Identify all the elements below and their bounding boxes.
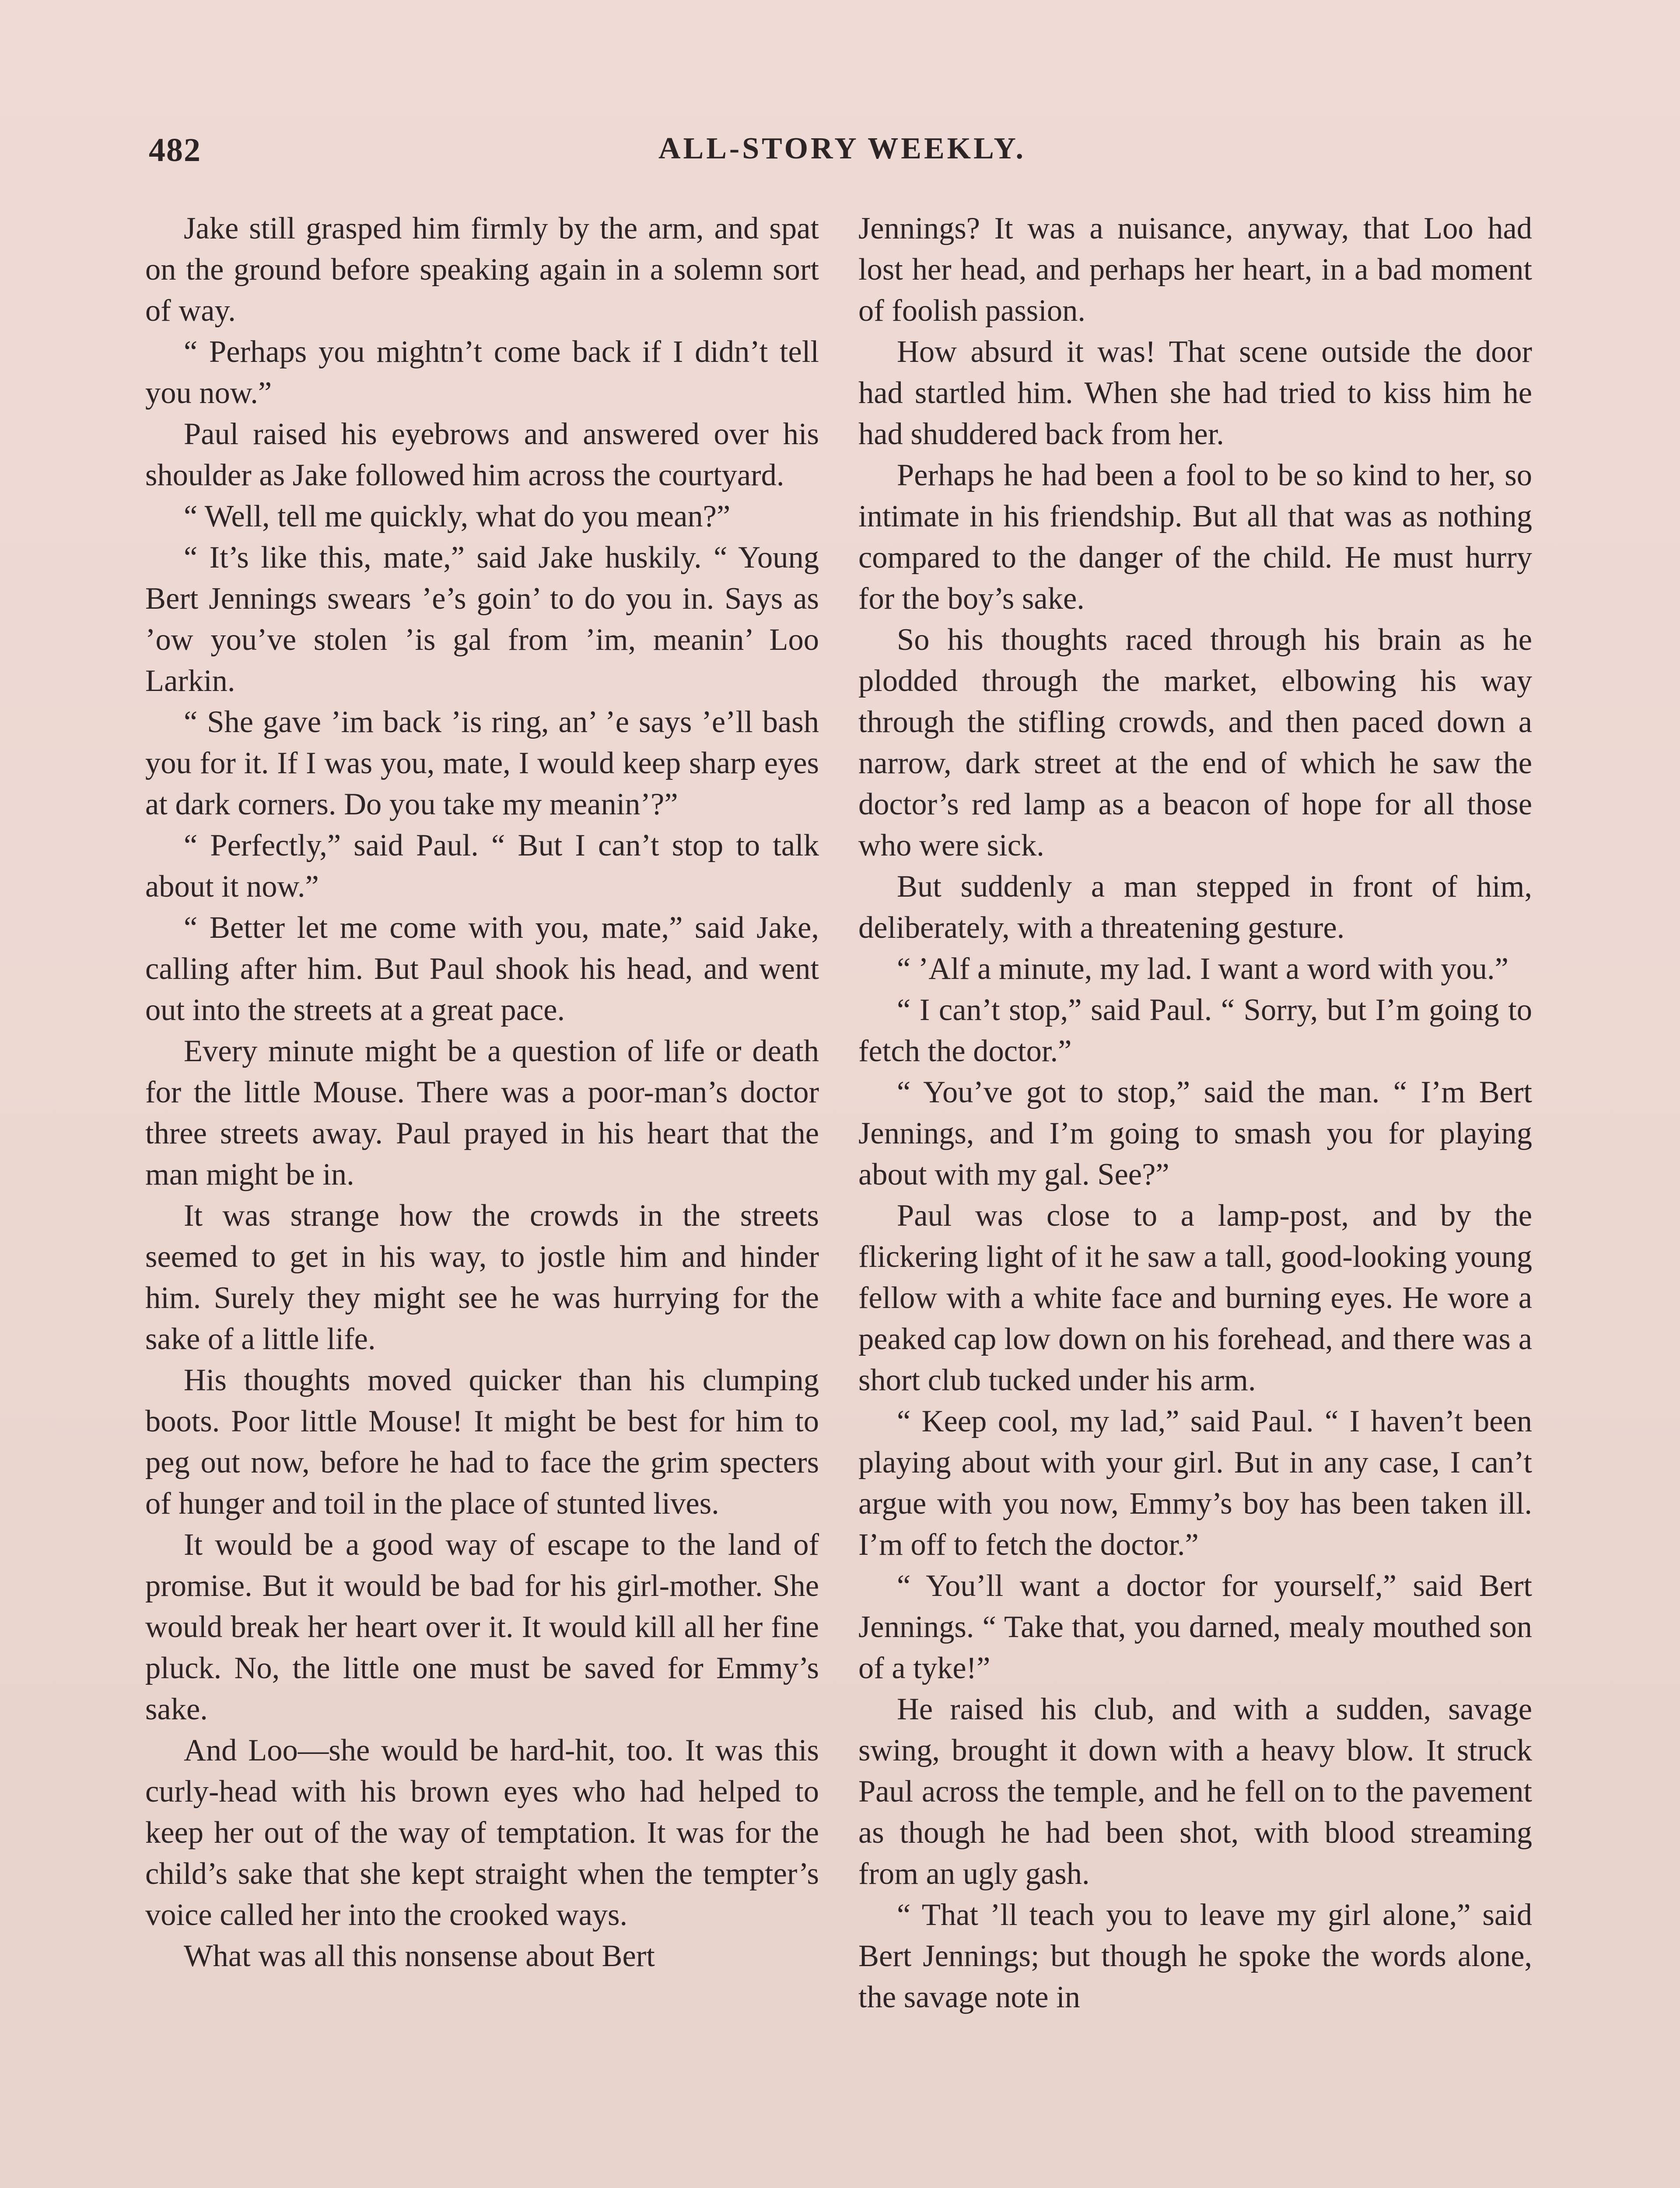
paragraph: “ She gave ’im back ’is ring, an’ ’e says ’e’ll bash you for it. If I was you, mate, I would keep sharp eyes at dark corners. Do you take my meanin’?” <box>145 705 819 821</box>
paragraph: Paul raised his eyebrows and answered over his shoulder as Jake followed him across the courtyard. <box>145 417 819 492</box>
page-number: 482 <box>149 132 201 168</box>
paragraph: “ Perhaps you mightn’t come back if I didn’t tell you now.” <box>145 335 819 410</box>
paragraph: So his thoughts raced through his brain as he plodded through the market, elbowing his way through the stifling crowds, and then paced down a narrow, dark street at the end of which he saw the doctor’s red lamp as a beacon of hope for all those who were sick. <box>858 623 1532 863</box>
paragraph: Paul was close to a lamp-post, and by the flickering light of it he saw a tall, good-looking young fellow with a white face and burning eyes. He wore a peaked cap low down on his forehead, and there was a short club tucked under his arm. <box>858 1199 1532 1397</box>
paragraph: “ You’ll want a doctor for yourself,” said Bert Jennings. “ Take that, you darned, mealy mouthed son of a tyke!” <box>858 1569 1532 1685</box>
paragraph: And Loo—she would be hard-hit, too. It was this curly-head with his brown eyes who had helped to keep her out of the way of temptation. It was for the child’s sake that she kept straight when the tempter’s voice called her into the crooked ways. <box>145 1733 819 1932</box>
paragraph: Jennings? It was a nuisance, anyway, that Loo had lost her head, and perhaps her heart, in a bad moment of foolish passion. <box>858 211 1532 328</box>
paragraph: He raised his club, and with a sudden, savage swing, brought it down with a heavy blow. It struck Paul across the temple, and he fell on to the pavement as though he had been shot, with blood streaming from an ugly gash. <box>858 1692 1532 1891</box>
page-header <box>149 131 1536 184</box>
paragraph: “ ’Alf a minute, my lad. I want a word with you.” <box>897 952 1508 986</box>
paragraph: Every minute might be a question of life or death for the little Mouse. There was a poor-man’s doctor three streets away. Paul prayed in his heart that the man might be in. <box>145 1034 819 1192</box>
paragraph: “ Perfectly,” said Paul. “ But I can’t stop to talk about it now.” <box>145 828 819 904</box>
paragraph: His thoughts moved quicker than his clumping boots. Poor little Mouse! It might be best for him to peg out now, before he had to face the grim specters of hunger and toil in the place of stunted lives. <box>145 1363 819 1521</box>
paragraph: How absurd it was! That scene outside the door had startled him. When she had tried to kiss him he had shuddered back from her. <box>858 335 1532 451</box>
paragraph: “ That ’ll teach you to leave my girl alone,” said Bert Jennings; but though he spoke the words alone, the savage note in <box>858 1898 1532 2014</box>
paragraph: Jake still grasped him firmly by the arm, and spat on the ground before speaking again in a solemn sort of way. <box>145 211 819 328</box>
paragraph: “ Well, tell me quickly, what do you mean?” <box>184 499 731 533</box>
paragraph: “ I can’t stop,” said Paul. “ Sorry, but I’m going to fetch the doctor.” <box>858 993 1532 1068</box>
paragraph: “ You’ve got to stop,” said the man. “ I’m Bert Jennings, and I’m going to smash you for playing about with my gal. See?” <box>858 1075 1532 1192</box>
paragraph: It was strange how the crowds in the streets seemed to get in his way, to jostle him and hinder him. Surely they might see he was hurrying for the sake of a little life. <box>145 1199 819 1356</box>
paragraph: “ Keep cool, my lad,” said Paul. “ I haven’t been playing about with your girl. But in any case, I can’t argue with you now, Emmy’s boy has been taken ill. I’m off to fetch the doctor.” <box>858 1404 1532 1562</box>
paragraph: But suddenly a man stepped in front of him, deliberately, with a threatening gesture. <box>858 870 1532 945</box>
paragraph: Perhaps he had been a fool to be so kind to her, so intimate in his friendship. But all that was as nothing compared to the danger of the child. He must hurry for the boy’s sake. <box>858 458 1532 616</box>
paragraph: What was all this nonsense about Bert <box>184 1939 655 1973</box>
paragraph: “ It’s like this, mate,” said Jake huskily. “ Young Bert Jennings swears ’e’s goin’ to do you in. Says as ’ow you’ve stolen ’is gal from ’im, meanin’ Loo Larkin. <box>145 540 819 698</box>
right-column <box>858 208 1532 2018</box>
left-column <box>145 208 819 1977</box>
paragraph: “ Better let me come with you, mate,” said Jake, calling after him. But Paul shook his head, and went out into the streets at a great pace. <box>145 911 819 1027</box>
running-head: ALL-STORY WEEKLY. <box>658 132 1026 165</box>
paragraph: It would be a good way of escape to the land of promise. But it would be bad for his girl-mother. She would break her heart over it. It would kill all her fine pluck. No, the little one must be saved for Emmy’s sake. <box>145 1528 819 1726</box>
